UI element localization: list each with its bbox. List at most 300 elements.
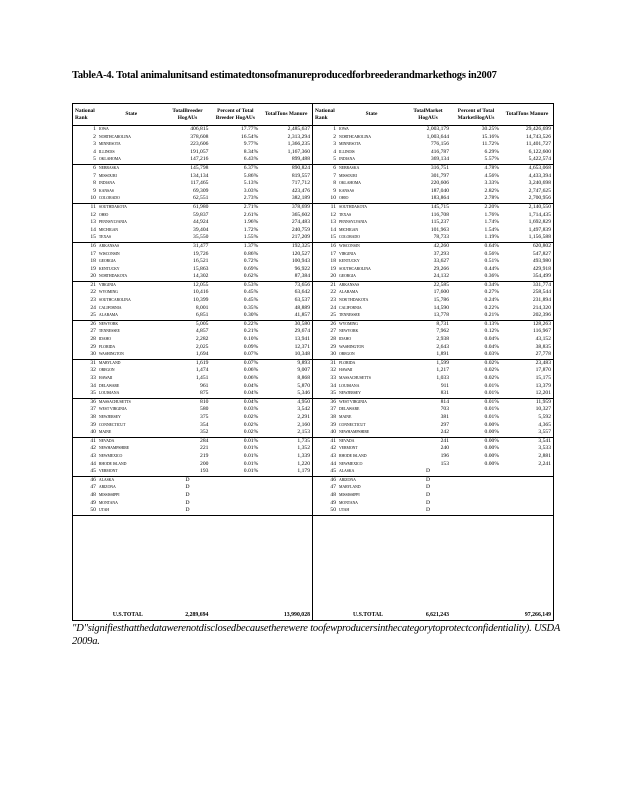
rank-cell: 36 bbox=[90, 398, 96, 405]
rank-cell: 15 bbox=[90, 234, 96, 241]
state-cell: NORTHDAKOTA bbox=[98, 274, 128, 279]
state-cell: MISSOURI bbox=[339, 173, 357, 178]
percent-cell: 2.78% bbox=[484, 195, 499, 202]
table-row bbox=[313, 344, 553, 352]
percent-cell: 15.16% bbox=[481, 133, 499, 140]
hog-aus-cell: 8,731 bbox=[436, 320, 449, 327]
percent-cell: 0.64% bbox=[484, 242, 499, 249]
rank-cell: 11 bbox=[90, 203, 96, 210]
percent-cell: 8.34% bbox=[243, 148, 259, 155]
percent-cell: 4.78% bbox=[484, 164, 499, 171]
tons-manure-cell: 202,396 bbox=[532, 312, 551, 319]
hog-aus-cell: 19,726 bbox=[193, 250, 209, 257]
rank-cell: 29 bbox=[330, 343, 336, 350]
state-cell: KANSAS bbox=[339, 188, 354, 193]
percent-cell: 0.02% bbox=[243, 421, 259, 428]
tons-manure-cell: 120,527 bbox=[291, 250, 311, 257]
percent-cell: 0.07% bbox=[243, 359, 259, 366]
hog-aus-cell: 875 bbox=[200, 390, 209, 397]
hog-aus-cell: 15,863 bbox=[193, 265, 209, 272]
rank-cell: 37 bbox=[330, 406, 336, 413]
rank-cell: 25 bbox=[330, 312, 336, 319]
table-row bbox=[313, 305, 553, 313]
tons-manure-cell: 4,365 bbox=[538, 421, 551, 428]
tons-manure-cell bbox=[260, 492, 312, 500]
table-row bbox=[313, 461, 553, 469]
table-row bbox=[73, 273, 312, 281]
table-row bbox=[313, 477, 553, 485]
percent-cell bbox=[210, 477, 260, 485]
state-cell: INDIANA bbox=[339, 157, 355, 162]
rank-cell: 46 bbox=[90, 476, 96, 483]
state-cell: NEVADA bbox=[339, 438, 355, 443]
header-tons-manure: TotalTons Manure bbox=[505, 111, 549, 118]
rank-cell: 45 bbox=[330, 468, 336, 475]
state-cell: WISCONSIN bbox=[98, 251, 120, 256]
row-group bbox=[73, 282, 312, 321]
rank-cell: 34 bbox=[330, 382, 336, 389]
hog-aus-cell: 2,282 bbox=[195, 336, 209, 343]
percent-cell: 0.21% bbox=[484, 312, 499, 319]
percent-cell: 5.57% bbox=[484, 156, 499, 163]
state-cell: PENNSYLVANIA bbox=[339, 220, 367, 225]
state-cell: GEORGIA bbox=[98, 259, 116, 264]
percent-cell: 1.55% bbox=[243, 234, 259, 241]
header-rank: National Rank bbox=[315, 108, 335, 121]
hog-aus-cell: D bbox=[425, 484, 431, 491]
state-cell: MINNESOTA bbox=[98, 142, 121, 147]
percent-cell: 1.76% bbox=[484, 211, 499, 218]
hog-aus-cell: 240 bbox=[440, 445, 449, 452]
percent-cell: 0.10% bbox=[243, 336, 259, 343]
tons-manure-cell: 620,802 bbox=[532, 242, 551, 249]
rank-cell: 19 bbox=[90, 265, 96, 272]
table-row bbox=[313, 360, 553, 368]
tons-manure-cell: 1,366,235 bbox=[287, 141, 311, 148]
percent-cell: 0.02% bbox=[243, 429, 259, 436]
rank-cell: 33 bbox=[90, 375, 96, 381]
rank-cell: 10 bbox=[90, 195, 96, 202]
state-cell: UTAH bbox=[98, 508, 109, 513]
percent-cell: 1.96% bbox=[243, 219, 259, 226]
table-row bbox=[73, 477, 312, 485]
hog-aus-cell: 352 bbox=[200, 429, 209, 436]
tons-manure-cell: 63,642 bbox=[294, 289, 311, 296]
hog-aus-cell: 183,864 bbox=[430, 195, 449, 202]
hog-aus-cell: 301,797 bbox=[430, 172, 449, 179]
state-cell: SOUTHCAROLINA bbox=[98, 298, 131, 303]
rank-cell: 16 bbox=[330, 242, 336, 249]
row-group bbox=[73, 399, 312, 438]
tons-manure-cell: 128,263 bbox=[532, 320, 551, 327]
table-row bbox=[73, 180, 312, 188]
hog-aus-cell: 1,033 bbox=[436, 375, 449, 381]
percent-cell: 0.02% bbox=[484, 375, 499, 381]
table-row bbox=[313, 188, 553, 196]
percent-cell bbox=[451, 468, 501, 476]
table-row bbox=[73, 195, 312, 203]
rank-cell: 9 bbox=[333, 187, 336, 194]
table-row bbox=[313, 282, 553, 290]
tons-manure-cell: 9,007 bbox=[297, 367, 311, 374]
hog-aus-cell: 284 bbox=[200, 437, 209, 444]
percent-cell: 0.03% bbox=[484, 351, 499, 358]
state-cell: MARYLAND bbox=[339, 485, 361, 490]
percent-cell: 0.35% bbox=[243, 304, 259, 311]
state-cell: IDAHO bbox=[98, 337, 111, 342]
tons-manure-cell: 10,348 bbox=[294, 351, 311, 358]
hog-aus-cell: 1,003,644 bbox=[426, 133, 449, 140]
hog-aus-cell: D bbox=[185, 507, 190, 514]
hog-aus-cell: 2,025 bbox=[195, 343, 209, 350]
hog-aus-cell: 35,550 bbox=[193, 234, 209, 241]
table-row bbox=[313, 173, 553, 181]
rank-cell: 43 bbox=[330, 452, 336, 459]
hog-aus-cell: 37,293 bbox=[433, 250, 449, 257]
rank-cell: 3 bbox=[333, 141, 336, 148]
tons-manure-cell: 13,941 bbox=[294, 336, 311, 343]
rank-cell: 23 bbox=[90, 297, 96, 304]
state-cell: VIRGINIA bbox=[98, 282, 116, 287]
percent-cell: 0.34% bbox=[484, 281, 499, 288]
hog-aus-cell: 191,057 bbox=[190, 148, 209, 155]
hog-aus-cell: D bbox=[425, 499, 431, 506]
row-group bbox=[73, 321, 312, 360]
hog-aus-cell: D bbox=[425, 476, 431, 483]
percent-cell: 0.45% bbox=[243, 297, 259, 304]
rank-cell: 6 bbox=[93, 164, 96, 171]
tons-manure-cell: 1,339 bbox=[297, 452, 311, 459]
tons-manure-cell: 5,870 bbox=[297, 382, 311, 389]
tons-manure-cell: 5,422,574 bbox=[528, 156, 551, 163]
hog-aus-cell: 1,599 bbox=[436, 359, 449, 366]
table-row bbox=[313, 165, 553, 173]
state-cell: FLORIDA bbox=[339, 360, 356, 365]
hog-aus-cell: 39,404 bbox=[193, 226, 209, 233]
tons-manure-cell: 5,592 bbox=[538, 413, 551, 420]
percent-cell: 2.20% bbox=[484, 203, 499, 210]
table-row bbox=[73, 445, 312, 453]
state-cell: MASSACHUSETTS bbox=[98, 399, 131, 404]
rank-cell: 27 bbox=[90, 328, 96, 335]
rank-cell: 7 bbox=[93, 172, 96, 179]
hog-aus-cell: 10,416 bbox=[193, 289, 209, 296]
hog-aus-cell: 17,600 bbox=[433, 289, 449, 296]
tons-manure-cell: 3,533 bbox=[538, 445, 551, 452]
table-row bbox=[313, 414, 553, 422]
rank-cell: 48 bbox=[330, 491, 336, 498]
hog-aus-cell: 24,132 bbox=[433, 273, 449, 280]
rank-cell: 3 bbox=[93, 141, 96, 148]
hog-aus-cell: 200 bbox=[200, 460, 209, 467]
row-group bbox=[313, 477, 553, 516]
percent-cell: 0.27% bbox=[484, 289, 499, 296]
tons-manure-cell bbox=[501, 477, 553, 485]
state-cell: RHODE ISLAND bbox=[339, 453, 367, 458]
percent-cell bbox=[210, 492, 260, 500]
total-tons-manure: 97,266,149 bbox=[524, 612, 551, 618]
table-body bbox=[73, 126, 312, 611]
tons-manure-cell: 2,153 bbox=[297, 429, 311, 436]
rank-cell: 11 bbox=[330, 203, 336, 210]
tons-manure-cell bbox=[260, 500, 312, 508]
percent-cell: 0.00% bbox=[484, 452, 499, 459]
table-row bbox=[73, 468, 312, 476]
table-body bbox=[313, 126, 553, 611]
table-row bbox=[73, 422, 312, 430]
table-row bbox=[73, 234, 312, 242]
state-cell: OREGON bbox=[339, 352, 355, 357]
state-cell: LOUISIANA bbox=[98, 391, 120, 396]
percent-cell: 1.19% bbox=[484, 234, 499, 241]
state-cell: NEWHAMPSHIRE bbox=[98, 446, 130, 451]
header-hog-aus: TotalMarket HogAUs bbox=[413, 108, 443, 121]
hog-aus-cell: 8,001 bbox=[195, 304, 209, 311]
rank-cell: 8 bbox=[93, 180, 96, 187]
rank-cell: 1 bbox=[93, 126, 96, 132]
table-row bbox=[313, 507, 553, 515]
hog-aus-cell: 381 bbox=[440, 413, 449, 420]
hog-aus-cell: 15,786 bbox=[433, 297, 449, 304]
table-row bbox=[313, 312, 553, 320]
table-row bbox=[313, 367, 553, 375]
tons-manure-cell: 6,122,600 bbox=[528, 148, 551, 155]
rank-cell: 24 bbox=[330, 304, 336, 311]
percent-cell: 6.29% bbox=[484, 148, 499, 155]
table-row bbox=[73, 297, 312, 305]
table-row bbox=[313, 212, 553, 220]
table-row bbox=[313, 399, 553, 407]
rank-cell: 38 bbox=[90, 413, 96, 420]
hog-aus-cell: 219 bbox=[200, 452, 209, 459]
rank-cell: 35 bbox=[90, 390, 96, 397]
table-row bbox=[313, 321, 553, 329]
hog-aus-cell: 145,798 bbox=[190, 164, 209, 171]
state-cell: IOWA bbox=[339, 127, 349, 131]
hog-aus-cell: 242 bbox=[440, 429, 449, 436]
row-group bbox=[313, 204, 553, 243]
table-row bbox=[313, 251, 553, 259]
percent-cell: 0.07% bbox=[243, 351, 259, 358]
tons-manure-cell: 63,537 bbox=[294, 297, 311, 304]
tons-manure-cell: 493,980 bbox=[532, 258, 551, 265]
tons-manure-cell: 12,201 bbox=[535, 390, 551, 397]
state-cell: ARIZONA bbox=[339, 477, 356, 482]
percent-cell: 2.71% bbox=[243, 203, 259, 210]
percent-cell: 0.00% bbox=[484, 460, 499, 467]
state-cell: MAINE bbox=[98, 430, 112, 435]
state-cell: ALASKA bbox=[339, 469, 355, 474]
hog-aus-cell: 2,003,179 bbox=[426, 126, 449, 132]
percent-cell: 0.01% bbox=[243, 460, 259, 467]
row-group bbox=[313, 165, 553, 204]
state-cell: TENNESSEE bbox=[339, 313, 360, 318]
state-cell: NEBRASKA bbox=[339, 165, 360, 170]
total-percent bbox=[210, 611, 260, 620]
rank-cell: 39 bbox=[330, 421, 336, 428]
rank-cell: 46 bbox=[330, 476, 336, 483]
state-cell: COLORADO bbox=[98, 196, 120, 201]
total-percent bbox=[451, 611, 501, 620]
table-row bbox=[313, 141, 553, 149]
tons-manure-cell: 73,656 bbox=[294, 281, 311, 288]
tons-manure-cell: 1,352 bbox=[297, 445, 311, 452]
tons-manure-cell bbox=[501, 484, 553, 492]
percent-cell: 1.72% bbox=[243, 226, 259, 233]
percent-cell: 0.01% bbox=[243, 437, 259, 444]
percent-cell: 0.06% bbox=[243, 367, 259, 374]
table-row bbox=[73, 266, 312, 274]
hog-aus-cell: D bbox=[185, 476, 190, 483]
state-cell: NEWMEXICO bbox=[98, 453, 123, 458]
state-cell: SOUTHDAKOTA bbox=[98, 204, 127, 209]
percent-cell: 0.06% bbox=[243, 375, 259, 381]
percent-cell: 0.22% bbox=[484, 304, 499, 311]
tons-manure-cell: 43,152 bbox=[535, 336, 551, 343]
data-table bbox=[72, 103, 554, 621]
tons-manure-cell: 11,401,727 bbox=[526, 141, 551, 148]
rank-cell: 2 bbox=[333, 133, 336, 140]
tons-manure-cell: 354,499 bbox=[532, 273, 551, 280]
table-row bbox=[313, 289, 553, 297]
rank-cell: 39 bbox=[90, 421, 96, 428]
percent-cell: 0.56% bbox=[484, 250, 499, 257]
tons-manure-cell: 214,320 bbox=[532, 304, 551, 311]
table-row bbox=[313, 204, 553, 212]
rank-cell: 44 bbox=[90, 460, 96, 467]
rank-cell: 43 bbox=[90, 452, 96, 459]
state-cell: NEWHAMPSHIRE bbox=[339, 430, 370, 435]
hog-aus-cell: 115,237 bbox=[431, 219, 449, 226]
table-row bbox=[313, 149, 553, 157]
row-group bbox=[73, 438, 312, 477]
table-row bbox=[313, 500, 553, 508]
hog-aus-cell: 44,924 bbox=[193, 219, 209, 226]
percent-cell: 0.04% bbox=[243, 382, 259, 389]
row-group bbox=[313, 399, 553, 438]
row-group bbox=[313, 282, 553, 321]
breeder-hog-table bbox=[73, 104, 313, 620]
rank-cell: 30 bbox=[90, 351, 96, 358]
table-row bbox=[313, 375, 553, 383]
state-cell: OKLAHOMA bbox=[98, 157, 121, 162]
percent-cell bbox=[210, 484, 260, 492]
hog-aus-cell: 187,040 bbox=[430, 187, 449, 194]
table-row bbox=[313, 383, 553, 391]
table-row bbox=[73, 375, 312, 383]
table-row bbox=[73, 251, 312, 259]
hog-aus-cell: 2,643 bbox=[436, 343, 449, 350]
tons-manure-cell: 2,313,294 bbox=[287, 133, 311, 140]
table-row bbox=[73, 212, 312, 220]
hog-aus-cell: 22,585 bbox=[433, 281, 449, 288]
hog-aus-cell: 61,980 bbox=[193, 203, 209, 210]
table-row bbox=[313, 336, 553, 344]
percent-cell: 0.04% bbox=[243, 398, 259, 405]
table-row bbox=[73, 360, 312, 368]
hog-aus-cell: 961 bbox=[200, 382, 209, 389]
hog-aus-cell: 354 bbox=[200, 421, 209, 428]
hog-aus-cell: 116,708 bbox=[431, 211, 449, 218]
rank-cell: 40 bbox=[90, 429, 96, 436]
header-hog-aus: TotalBreeder HogAUs bbox=[172, 108, 203, 121]
percent-cell: 2.61% bbox=[243, 211, 259, 218]
percent-cell: 0.00% bbox=[484, 437, 499, 444]
tons-manure-cell: 13,379 bbox=[535, 382, 551, 389]
tons-manure-cell: 29,426,699 bbox=[525, 126, 551, 132]
hog-aus-cell: D bbox=[425, 468, 431, 475]
percent-cell: 0.72% bbox=[243, 258, 259, 265]
hog-aus-cell: 153 bbox=[440, 460, 449, 467]
hog-aus-cell: D bbox=[425, 491, 431, 498]
hog-aus-cell: 42,260 bbox=[433, 242, 449, 249]
table-row bbox=[73, 165, 312, 173]
state-cell: OHIO bbox=[339, 196, 349, 201]
row-group bbox=[313, 321, 553, 360]
state-cell: NEWYORK bbox=[98, 321, 119, 326]
state-cell: HAWAII bbox=[339, 368, 353, 373]
rank-cell: 10 bbox=[330, 195, 336, 202]
tons-manure-cell: 231,894 bbox=[532, 297, 551, 304]
percent-cell: 0.04% bbox=[484, 336, 499, 343]
tons-manure-cell: 1,714,435 bbox=[528, 211, 551, 218]
table-row bbox=[73, 312, 312, 320]
tons-manure-cell: 29,674 bbox=[294, 328, 311, 335]
rank-cell: 18 bbox=[90, 258, 96, 265]
rank-cell: 29 bbox=[90, 343, 96, 350]
state-cell: MICHIGAN bbox=[339, 227, 359, 232]
total-label: U.S.TOTAL bbox=[352, 612, 384, 618]
table-row bbox=[73, 453, 312, 461]
state-cell: WEST VIRGINIA bbox=[98, 407, 127, 412]
row-group bbox=[73, 165, 312, 204]
state-cell: NORTHCAROLINA bbox=[339, 134, 371, 139]
hog-aus-cell: 5,005 bbox=[195, 320, 209, 327]
state-cell: OKLAHOMA bbox=[339, 181, 361, 186]
table-row bbox=[73, 328, 312, 336]
state-cell: MONTANA bbox=[339, 500, 358, 505]
state-cell: ARKANSAS bbox=[339, 282, 360, 287]
percent-cell: 0.01% bbox=[484, 398, 499, 405]
table-row bbox=[313, 328, 553, 336]
tons-manure-cell: 11,959 bbox=[535, 398, 551, 405]
hog-aus-cell: 14,590 bbox=[433, 304, 449, 311]
state-cell: KANSAS bbox=[98, 188, 114, 193]
rank-cell: 44 bbox=[330, 460, 336, 467]
tons-manure-cell: 819,557 bbox=[291, 172, 311, 179]
tons-manure-cell bbox=[501, 468, 553, 476]
state-cell: IOWA bbox=[98, 127, 109, 131]
tons-manure-cell: 9,893 bbox=[297, 359, 311, 366]
state-cell: WISCONSIN bbox=[339, 243, 360, 248]
state-cell: ALASKA bbox=[98, 477, 115, 482]
state-cell: LOUISIANA bbox=[339, 383, 360, 388]
rank-cell: 2 bbox=[93, 133, 96, 140]
state-cell: MARYLAND bbox=[98, 360, 121, 365]
tons-manure-cell: 1,497,839 bbox=[528, 226, 551, 233]
rank-cell: 42 bbox=[330, 445, 336, 452]
percent-cell: 0.01% bbox=[243, 452, 259, 459]
tons-manure-cell: 41,857 bbox=[294, 312, 311, 319]
state-cell: OHIO bbox=[98, 212, 109, 217]
table-row bbox=[73, 258, 312, 266]
rank-cell: 38 bbox=[330, 413, 336, 420]
hog-aus-cell: 7,962 bbox=[436, 328, 449, 335]
tons-manure-cell: 1,167,360 bbox=[287, 148, 311, 155]
tons-manure-cell: 2,747,625 bbox=[528, 187, 551, 194]
rank-cell: 26 bbox=[90, 320, 96, 327]
hog-aus-cell: 375 bbox=[200, 413, 209, 420]
